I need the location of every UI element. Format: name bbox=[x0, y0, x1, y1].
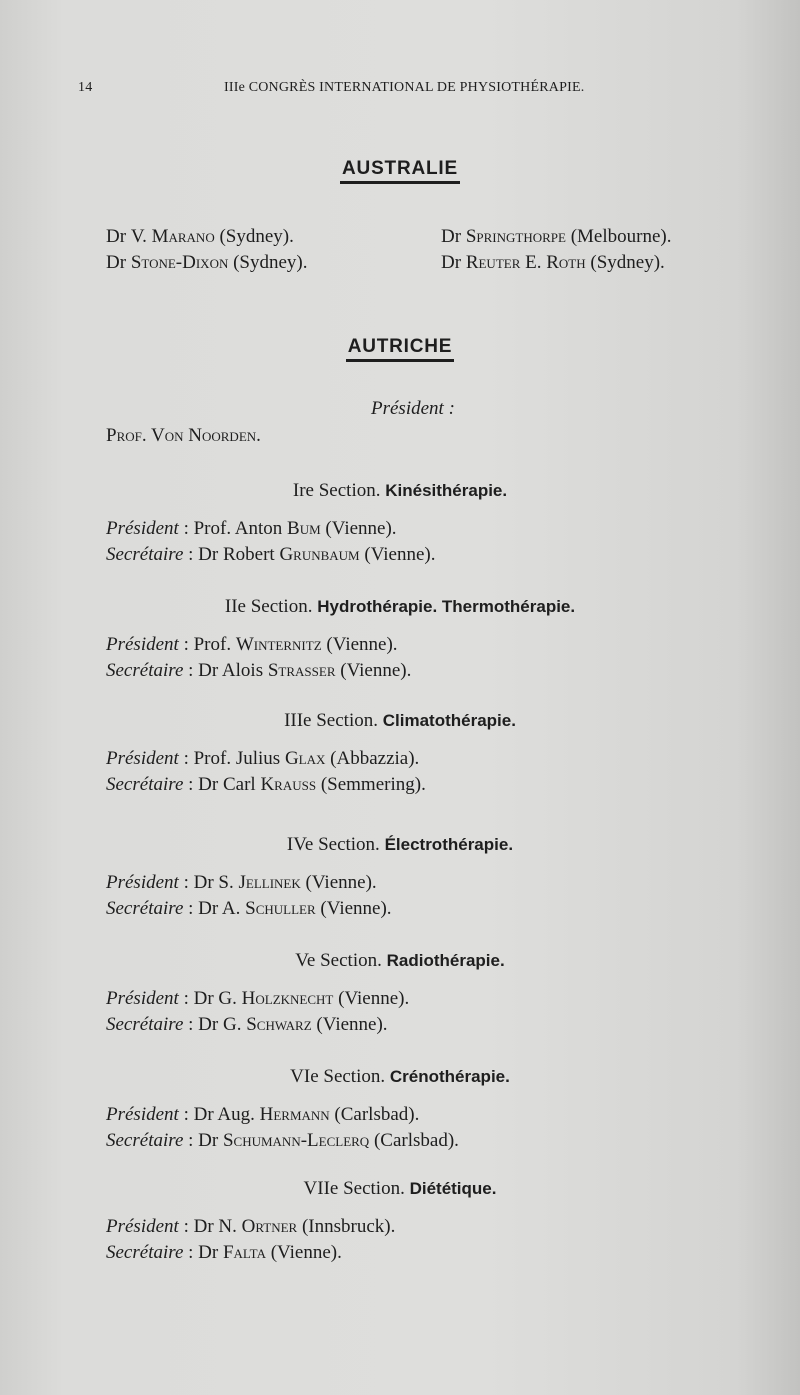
member-entry: Dr V. Marano (Sydney). bbox=[106, 226, 294, 247]
section-secretary: Secrétaire : Dr Schumann-Leclerq (Carlsbad). bbox=[106, 1130, 459, 1151]
section-word: Section. bbox=[316, 710, 378, 731]
section-president: Président : Dr N. Ortner (Innsbruck). bbox=[106, 1216, 396, 1237]
role-label: Président bbox=[106, 748, 179, 769]
member-entry: Dr Reuter E. Roth (Sydney). bbox=[441, 252, 665, 273]
president-label: Président : bbox=[371, 398, 455, 419]
role-label: Président bbox=[106, 988, 179, 1009]
section-heading bbox=[0, 1178, 800, 1200]
person-surname: Holzknecht bbox=[241, 988, 334, 1009]
section-heading bbox=[0, 480, 800, 502]
role-label: Président bbox=[106, 872, 179, 893]
section-president: Président : Dr S. Jellinek (Vienne). bbox=[106, 872, 377, 893]
section-secretary: Secrétaire : Dr Carl Krauss (Semmering). bbox=[106, 774, 426, 795]
person-city: (Vienne). bbox=[320, 898, 392, 919]
person-city: (Vienne). bbox=[340, 660, 412, 681]
section-secretary: Secrétaire : Dr Falta (Vienne). bbox=[106, 1242, 342, 1263]
role-label: Secrétaire bbox=[106, 774, 184, 795]
role-label: Secrétaire bbox=[106, 660, 184, 681]
section-heading bbox=[0, 596, 800, 618]
section-number: VIe bbox=[290, 1066, 319, 1087]
person-surname: Falta bbox=[222, 1242, 266, 1263]
section-secretary: Secrétaire : Dr Alois Strasser (Vienne). bbox=[106, 660, 412, 681]
person-city: (Vienne). bbox=[316, 1014, 388, 1035]
section-heading bbox=[0, 710, 800, 732]
person-surname: Schuller bbox=[245, 898, 316, 919]
section-word: Section. bbox=[343, 1178, 405, 1199]
section-name: Diététique. bbox=[409, 1179, 497, 1198]
role-label: Secrétaire bbox=[106, 898, 184, 919]
person-surname: Grunbaum bbox=[279, 544, 360, 565]
person-city: (Vienne). bbox=[364, 544, 436, 565]
section-name: Hydrothérapie. Thermothérapie. bbox=[317, 597, 576, 616]
section-heading bbox=[0, 834, 800, 856]
person-surname: Strasser bbox=[267, 660, 336, 681]
section-number: IIIe bbox=[284, 710, 312, 731]
section-name: Radiothérapie. bbox=[386, 951, 505, 970]
person-surname: Schwarz bbox=[246, 1014, 312, 1035]
role-label: Président bbox=[106, 1216, 179, 1237]
section-name: Climatothérapie. bbox=[382, 711, 516, 730]
person-city: (Semmering). bbox=[320, 774, 426, 795]
country-heading-autriche: AUTRICHE bbox=[0, 336, 800, 362]
country-heading-australie: AUSTRALIE bbox=[0, 158, 800, 184]
section-number: VIIe bbox=[303, 1178, 339, 1199]
person-city: (Vienne). bbox=[326, 634, 398, 655]
page-number: 14 bbox=[78, 80, 93, 95]
section-name: Crénothérapie. bbox=[389, 1067, 510, 1086]
person-city: (Carlsbad). bbox=[373, 1130, 459, 1151]
section-name: Kinésithérapie. bbox=[385, 481, 508, 500]
section-word: Section. bbox=[320, 950, 382, 971]
running-head bbox=[78, 80, 718, 104]
role-label: Secrétaire bbox=[106, 1014, 184, 1035]
section-secretary: Secrétaire : Dr Robert Grunbaum (Vienne). bbox=[106, 544, 436, 565]
section-word: Section. bbox=[318, 480, 381, 501]
section-word: Section. bbox=[323, 1066, 386, 1087]
section-president: Président : Prof. Anton Bum (Vienne). bbox=[106, 518, 397, 539]
person-city: (Vienne). bbox=[270, 1242, 342, 1263]
person-surname: Ortner bbox=[241, 1216, 298, 1237]
role-label: Président bbox=[106, 634, 179, 655]
section-name: Électrothérapie. bbox=[384, 835, 514, 854]
section-number: Ve bbox=[295, 950, 316, 971]
section-secretary: Secrétaire : Dr A. Schuller (Vienne). bbox=[106, 898, 392, 919]
role-label: Président bbox=[106, 518, 179, 539]
person-city: (Carlsbad). bbox=[334, 1104, 420, 1125]
section-word: Section. bbox=[318, 834, 380, 855]
running-title: IIIe CONGRÈS INTERNATIONAL DE PHYSIOTHÉRAPIE. bbox=[224, 80, 585, 95]
role-label: Secrétaire bbox=[106, 1242, 184, 1263]
section-president: Président : Dr G. Holzknecht (Vienne). bbox=[106, 988, 410, 1009]
person-surname: Bum bbox=[287, 518, 321, 539]
section-president: Président : Dr Aug. Hermann (Carlsbad). bbox=[106, 1104, 420, 1125]
person-city: (Innsbruck). bbox=[301, 1216, 396, 1237]
person-city: (Vienne). bbox=[325, 518, 397, 539]
role-label: Secrétaire bbox=[106, 1130, 184, 1151]
section-president: Président : Prof. Winternitz (Vienne). bbox=[106, 634, 398, 655]
member-entry: Dr Springthorpe (Melbourne). bbox=[441, 226, 672, 247]
person-surname: Krauss bbox=[260, 774, 317, 795]
person-city: (Vienne). bbox=[305, 872, 377, 893]
section-president: Président : Prof. Julius Glax (Abbazzia). bbox=[106, 748, 420, 769]
person-surname: Schumann-Leclerq bbox=[222, 1130, 370, 1151]
country-president: Prof. Von Noorden. bbox=[106, 425, 261, 446]
person-city: (Abbazzia). bbox=[330, 748, 420, 769]
person-city: (Vienne). bbox=[338, 988, 410, 1009]
section-heading bbox=[0, 1066, 800, 1088]
role-label: Secrétaire bbox=[106, 544, 184, 565]
section-number: Ire bbox=[292, 480, 314, 501]
person-surname: Winternitz bbox=[235, 634, 322, 655]
person-surname: Jellinek bbox=[238, 872, 301, 893]
member-entry: Dr Stone-Dixon (Sydney). bbox=[106, 252, 308, 273]
section-number: IIe bbox=[224, 596, 246, 617]
section-secretary: Secrétaire : Dr G. Schwarz (Vienne). bbox=[106, 1014, 388, 1035]
section-number: IVe bbox=[286, 834, 314, 855]
section-heading bbox=[0, 950, 800, 972]
person-surname: Glax bbox=[284, 748, 326, 769]
section-word: Section. bbox=[250, 596, 313, 617]
role-label: Président bbox=[106, 1104, 179, 1125]
person-surname: Hermann bbox=[259, 1104, 330, 1125]
